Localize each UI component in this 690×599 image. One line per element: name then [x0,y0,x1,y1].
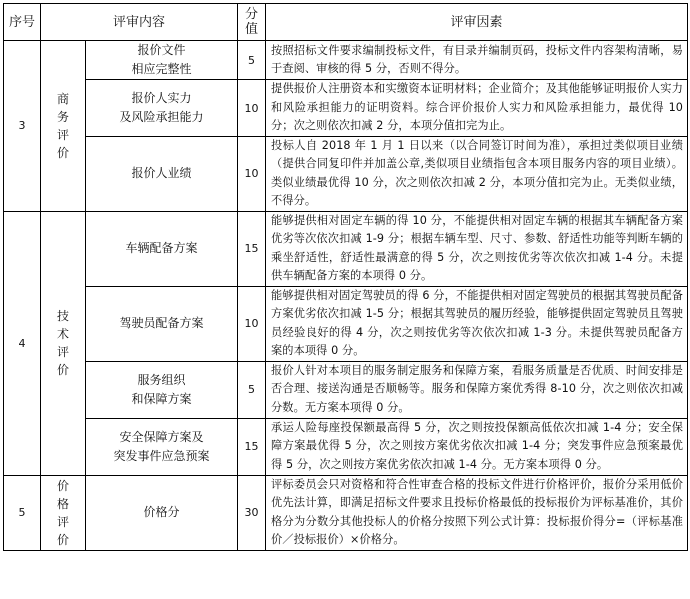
score-value: 5 [238,41,266,80]
header-row [4,4,688,41]
review-item-line: 及风险承担能力 [119,110,204,124]
score-value: 10 [238,286,266,361]
category-char: 价 [56,363,69,378]
category-char: 评 [56,514,69,529]
category-char: 价 [56,532,69,547]
header-score [238,4,266,41]
review-factor-text: 能够提供相对固定车辆的得 10 分，不能提供相对固定车辆的根据其车辆配备方案优劣等次依次扣减 1-9 分；根据车辆车型、尺寸、参数、舒适性功能等判断车辆的乘坐舒适性，舒适性最满意的得 5 分，次之则按优劣等次依次扣减 1-4 分。未提供车辆配备方案的本项得 0 分。 [266,211,688,286]
review-factor-text: 报价人针对本项目的服务制定服务和保障方案，看服务质量是否优质、时间安排是否合理、接送沟通是否顺畅等。服务和保障方案优秀得 8-10 分，次之则依次扣减分数。无方案本项得 0 分。 [266,361,688,418]
section-category [41,211,86,475]
review-item-line: 驾驶员配备方案 [119,316,204,331]
review-factor-text: 评标委员会只对资格和符合性审查合格的投标文件进行价格评价，报价分采用低价优先法计算，即满足招标文件要求且投标价格最低的投标报价为评标基准价，其价格分为分数分其他投标人的价格分按照下列公式计算：投标报价得分=（评标基准价／投标报价）×价格分。 [266,475,688,550]
score-value: 30 [238,475,266,550]
category-char: 商 [56,91,69,106]
header-score-line2: 值 [245,22,259,37]
score-value: 10 [238,137,266,212]
header-content: 评审内容 [41,4,238,41]
score-value: 15 [238,211,266,286]
table-row [4,418,688,475]
header-factors: 评审因素 [266,4,688,41]
table-row [4,475,688,550]
review-item-line: 价格分 [143,505,180,520]
review-factor-text: 承运人险每座投保额最高得 5 分，次之则按投保额高低依次扣减 1-4 分；安全保障方案最优得 5 分，次之则按方案优劣依次扣减 1-4 分；突发事件应急预案最优得 5 分，次之则按方案优劣依次扣减 1-4 分。无方案本项得 0 分。 [266,418,688,475]
score-value: 5 [238,361,266,418]
section-number: 4 [4,211,41,475]
score-value: 10 [238,80,266,137]
section-number: 3 [4,41,41,212]
category-char: 技 [56,309,69,324]
review-item-line: 和保障方案 [131,391,192,406]
table-row [4,137,688,212]
table-row [4,80,688,137]
review-item [86,80,238,137]
review-item-line: 服务组织 [137,372,186,387]
review-item [86,418,238,475]
section-category [41,475,86,550]
review-item-line: 安全保障方案及 [119,429,204,444]
review-item-line: 报价人实力 [131,91,192,105]
review-factor-text: 按照招标文件要求编制投标文件，有目录并编制页码，投标文件内容架构清晰，易于查阅、审核的得 5 分，否则不得分。 [266,41,688,80]
review-factor-text: 能够提供相对固定驾驶员的得 6 分，不能提供相对固定驾驶员的根据其驾驶员配备方案优劣依次扣减 1-5 分；根据其驾驶员的履历经验，能够提供固定驾驶员且驾驶员经验良好的得 4 分，次之则按优劣等次依次扣减 1-3 分。未提供驾驶员配备方案的本项得 0 分。 [266,286,688,361]
review-factor-text: 提供报价人注册资本和实缴资本证明材料；企业简介；及其他能够证明报价人实力和风险承担能力的证明资料。综合评价报价人实力和风险承担能力，最优得 10 分；次之则依次扣减 2 分，本项分值扣完为止。 [266,80,688,137]
table-row [4,41,688,80]
review-item [86,286,238,361]
category-char: 格 [56,496,69,511]
review-item [86,41,238,80]
table-row [4,286,688,361]
header-score-line1: 分 [245,7,259,22]
review-item [86,211,238,286]
category-char: 务 [56,109,69,124]
review-item-line: 报价人业绩 [131,166,192,181]
table-row [4,361,688,418]
review-item-line: 相应完整性 [131,62,192,76]
review-item [86,361,238,418]
review-item-line: 报价文件 [137,43,186,57]
section-category [41,41,86,212]
review-item [86,475,238,550]
category-char: 价 [56,145,69,160]
header-seq: 序号 [4,4,41,41]
review-item [86,137,238,212]
score-value: 15 [238,418,266,475]
category-char: 价 [56,478,69,493]
review-factor-text: 投标人自 2018 年 1 月 1 日以来（以合同签订时间为准），承担过类似项目业绩（提供合同复印件并加盖公章,类似项目业绩指包含本项目服务内容的项目业绩）。类似业绩最优得 10 分，次之则依次扣减 2 分，本项分值扣完为止。无类似业绩，不得分。 [266,137,688,212]
table-row [4,211,688,286]
category-char: 评 [56,345,69,360]
section-number: 5 [4,475,41,550]
category-char: 评 [56,127,69,142]
scoring-table [3,3,688,551]
review-item-line: 突发事件应急预案 [113,448,210,463]
table-body [4,41,688,551]
review-item-line: 车辆配备方案 [125,241,198,256]
category-char: 术 [56,327,69,342]
